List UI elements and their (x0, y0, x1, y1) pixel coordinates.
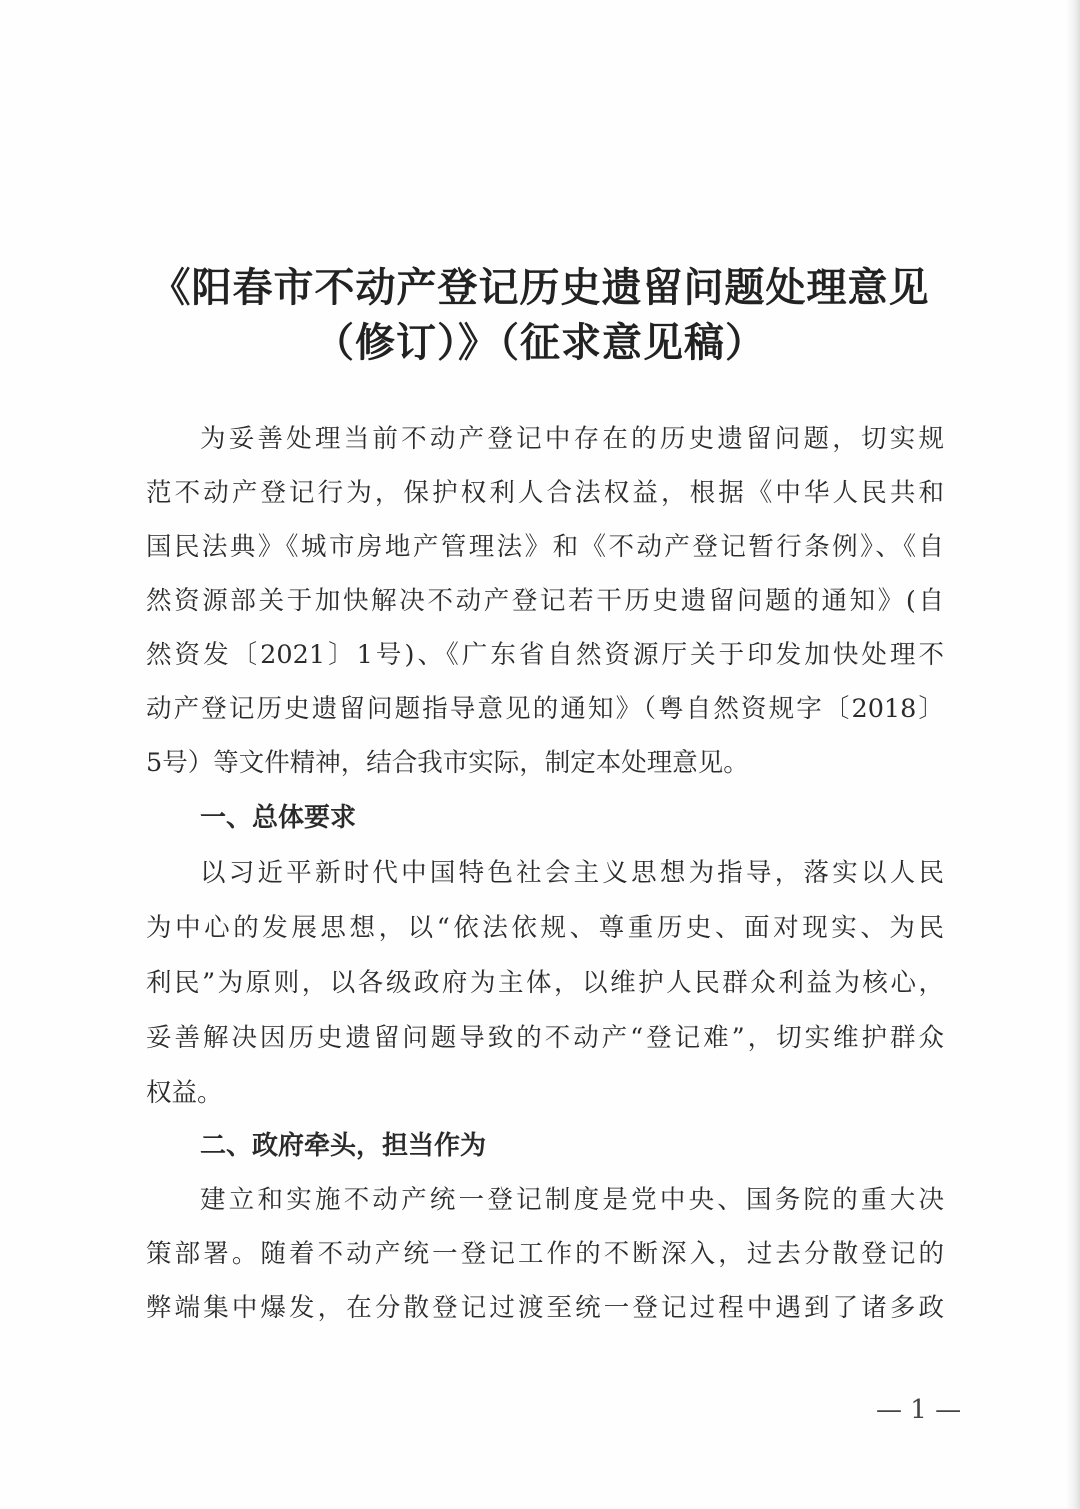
page-edge-shadow (1066, 0, 1080, 1509)
document-title-line-2: （修订）》（征求意见稿） (314, 319, 766, 366)
paragraph-1-line: 然资源部关于加快解决不动产登记若干历史遗留问题的通知》(自 (146, 586, 944, 616)
paragraph-2-line: 妥善解决因历史遗留问题导致的不动产“登记难”，切实维护群众 (146, 1023, 944, 1053)
paragraph-2-line: 权益。 (146, 1078, 223, 1108)
paragraph-1-line: 5号）等文件精神，结合我市实际，制定本处理意见。 (146, 748, 749, 778)
paragraph-3-line: 策部署。随着不动产统一登记工作的不断深入，过去分散登记的 (146, 1239, 944, 1269)
paragraph-2-line: 为中心的发展思想，以“依法依规、尊重历史、面对现实、为民 (146, 913, 944, 943)
paragraph-1-line: 范不动产登记行为，保护权利人合法权益，根据《中华人民共和 (146, 478, 944, 508)
paragraph-2-line: 以习近平新时代中国特色社会主义思想为指导，落实以人民 (200, 858, 944, 888)
paragraph-2-line: 利民”为原则，以各级政府为主体，以维护人民群众利益为核心， (146, 968, 944, 998)
section-heading-2: 二、政府牵头，担当作为 (200, 1131, 487, 1161)
paragraph-3-line: 建立和实施不动产统一登记制度是党中央、国务院的重大决 (200, 1185, 944, 1215)
paragraph-1-line: 然资发〔2021〕1号)、《广东省自然资源厅关于印发加快处理不 (146, 640, 944, 670)
paragraph-1-line: 国民法典》《城市房地产管理法》和《不动产登记暂行条例》、《自 (146, 532, 944, 562)
paragraph-1-line: 动产登记历史遗留问题指导意见的通知》（粤自然资规字〔2018〕 (146, 694, 944, 724)
paragraph-1-line: 为妥善处理当前不动产登记中存在的历史遗留问题，切实规 (200, 424, 944, 454)
page-number: — 1 — (876, 1395, 962, 1425)
paragraph-3-line: 弊端集中爆发，在分散登记过渡至统一登记过程中遇到了诸多政 (146, 1293, 944, 1323)
document-title-line-1: 《阳春市不动产登记历史遗留问题处理意见 (150, 264, 930, 311)
section-heading-1: 一、总体要求 (200, 803, 357, 833)
